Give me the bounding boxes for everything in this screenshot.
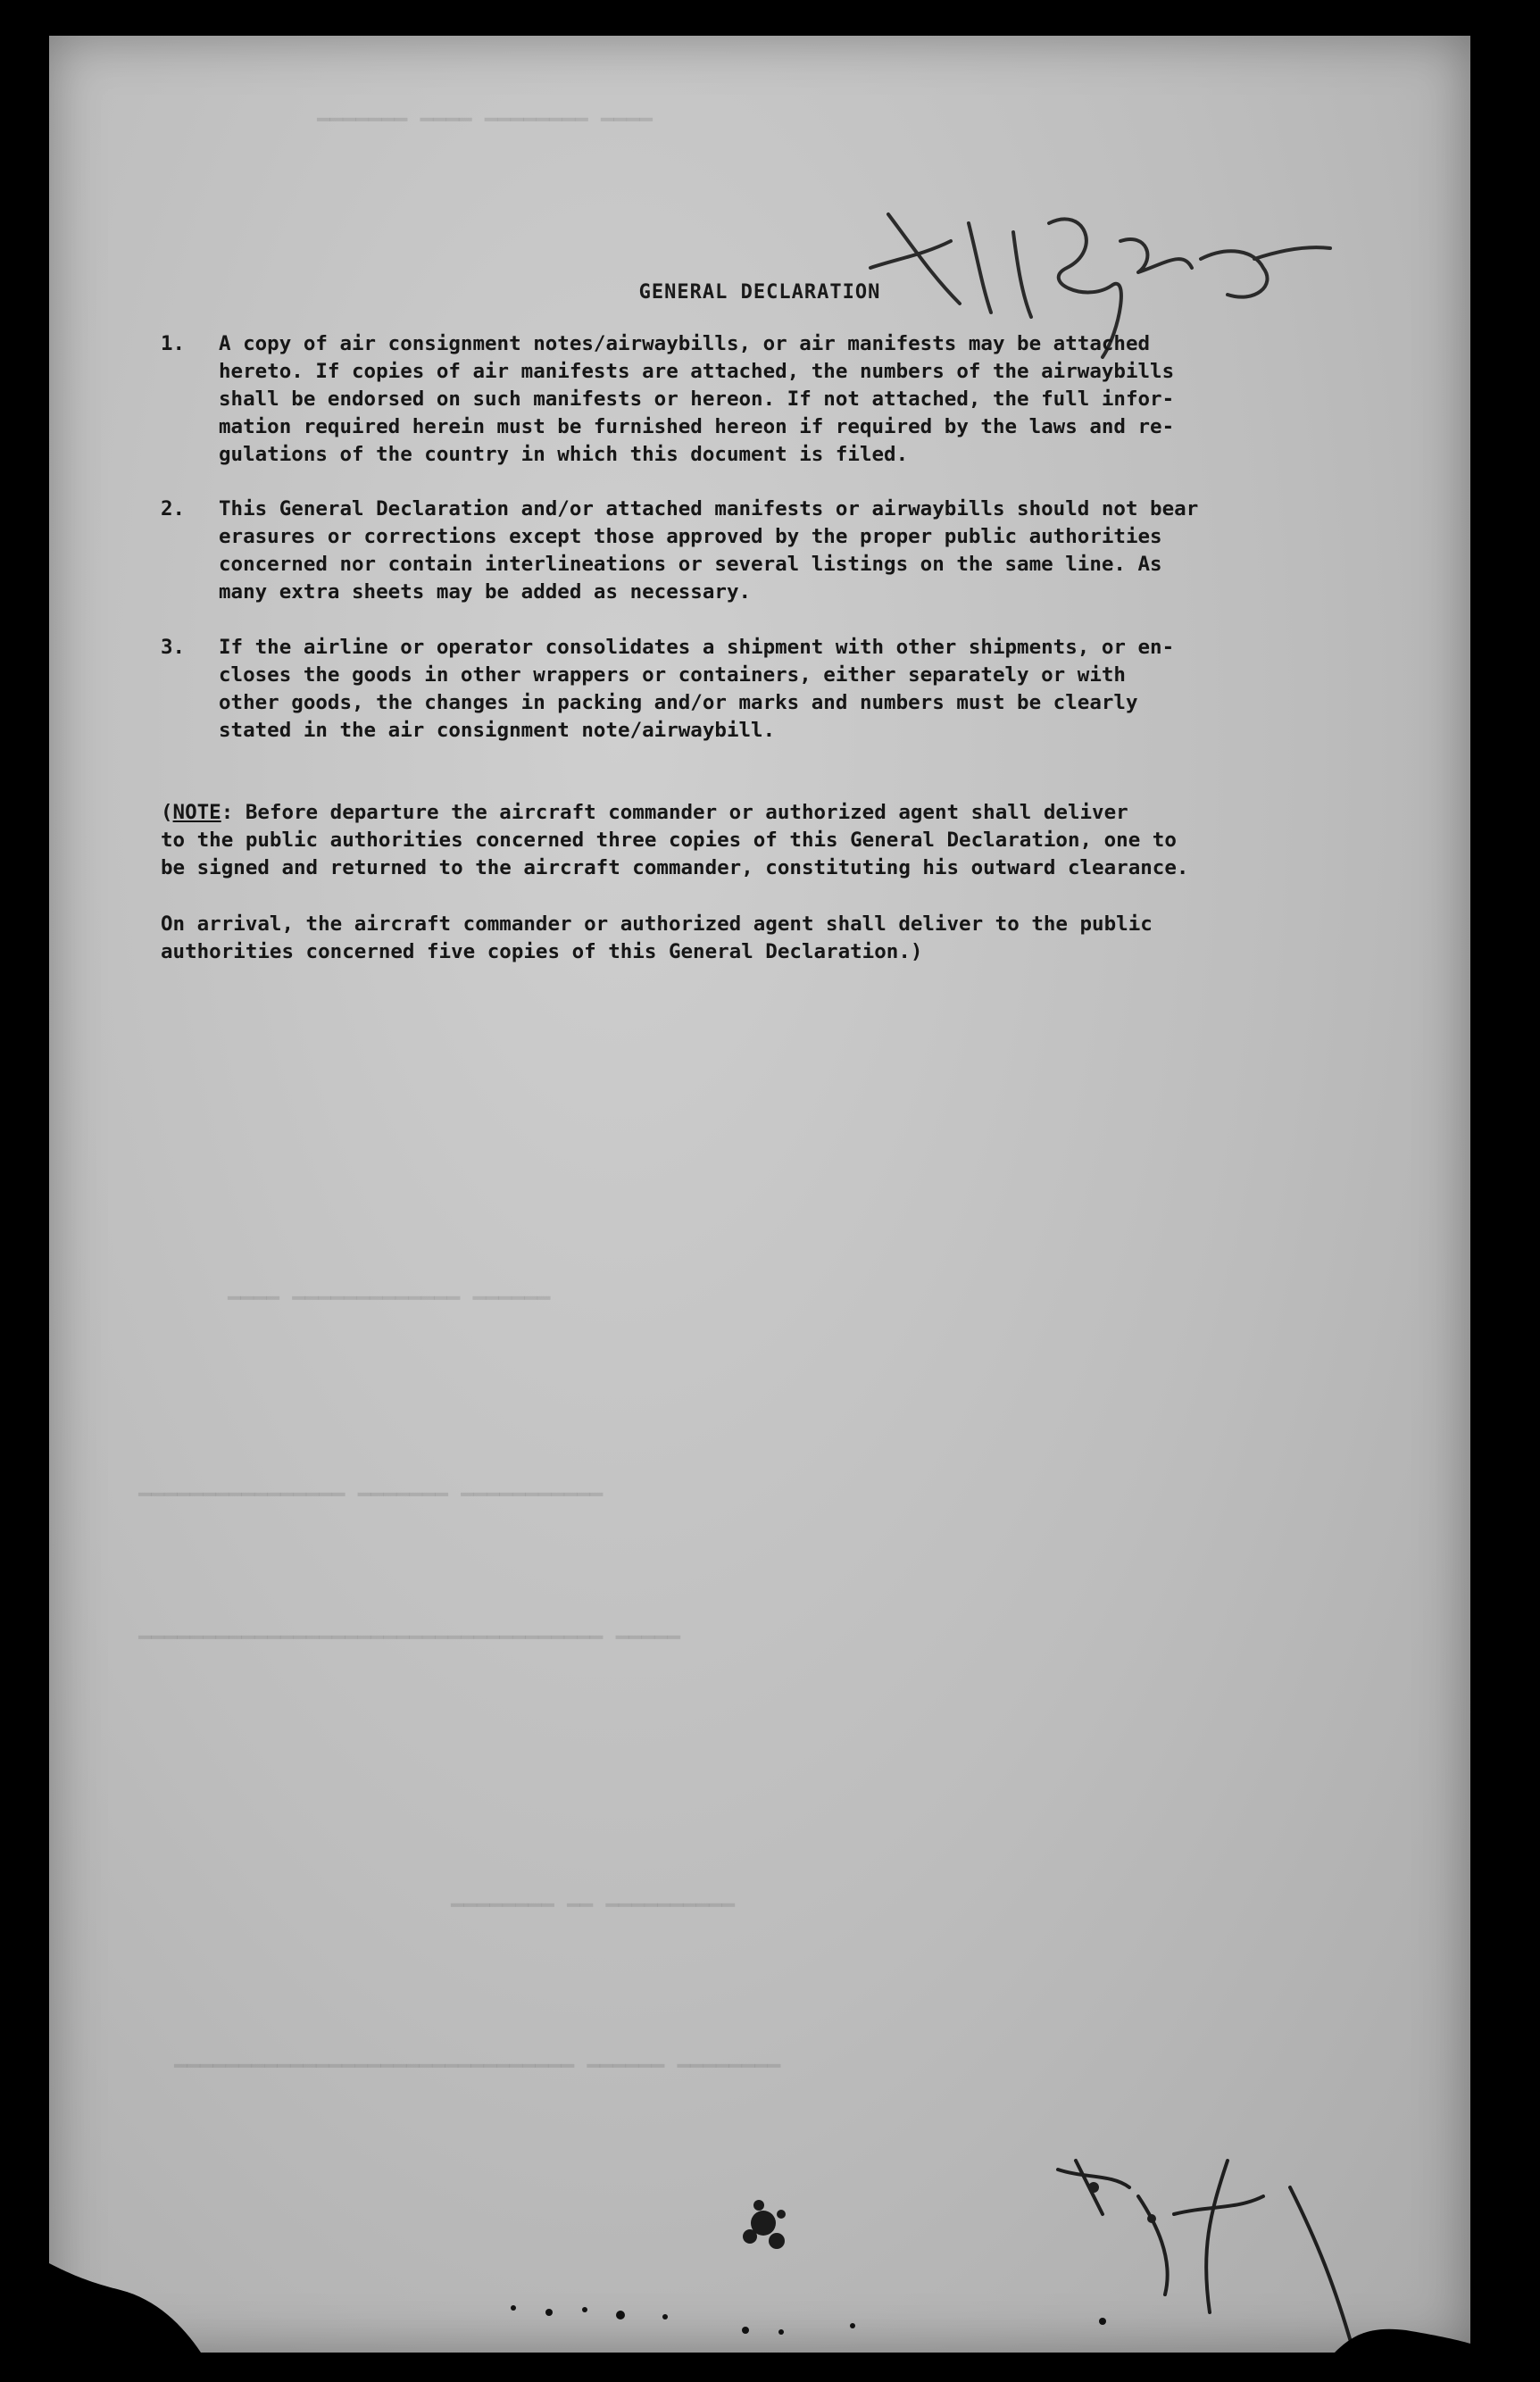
show-through-background: ━━━━━━ ━━━━━━━━━━━━━ ━━━━ (228, 1286, 551, 1311)
declaration-item-1 (161, 330, 1428, 469)
item-text: A copy of air consignment notes/airwaybills, or air manifests may be attached hereto. If copies of air manifests are attached, the numbers of the airwaybills shall be endorsed on such manifests or hereon. If not attached, the full infor- mation required herein must be furnished hereon if required by the laws and re- gulations of the country in which this document is filed. (219, 332, 1175, 466)
show-through-background: ━━━━━━━━━━ ━━ ━━━━━━━━ (451, 1893, 735, 1918)
note-open-paren: ( (161, 801, 173, 824)
show-through-background: ━━━━━ ━━━━━━━━━━━━━━━━━━━━━━━━━━━━━━━━━━━━ (138, 1625, 680, 1650)
torn-paper-edge (49, 2245, 1470, 2353)
note-text: : Before departure the aircraft commander or authorized agent shall deliver to the public authorities concerned three copies of this General Declaration, one to be signed and returned to the aircraft commander, constituting his outward clearance. (161, 801, 1189, 879)
show-through-background: ━━━━ ━━━━━━━━ ━━━━ ━━━━━━━ (317, 107, 653, 132)
item-number: 1. (161, 332, 186, 355)
item-text: This General Declaration and/or attached manifests or airwaybills should not bear erasures or corrections except those approved by the proper public authorities concerned nor contain interlineations or several listings on the same line. As many extra sheets may be added as necessary. (219, 497, 1199, 604)
item-number: 2. (161, 497, 186, 521)
document-page (49, 36, 1470, 2353)
departure-note (161, 799, 1419, 882)
item-text: If the airline or operator consolidates a shipment with other shipments, or en- closes the goods in other wrappers or containers, either separately or with other goods, the changes in packing and/or marks and numbers must be clearly stated in the air consignment note/airwaybill. (219, 636, 1175, 742)
document-title: GENERAL DECLARATION (638, 281, 881, 304)
note-label: NOTE (172, 801, 221, 824)
show-through-background: ━━━━━━━━ ━━━━━━ ━━━━━━━━━━━━━━━━━━━━━━━━━━━━━━━ (174, 2053, 781, 2078)
show-through-background: ━━━━━━━━━━━ ━━━━━━━ ━━━━━━━━━━━━━━━━ (138, 1482, 604, 1507)
item-number: 3. (161, 636, 186, 659)
declaration-item-3 (161, 634, 1428, 745)
arrival-note: On arrival, the aircraft commander or authorized agent shall deliver to the public authorities concerned five copies of this General Declaration.) (161, 912, 1153, 963)
declaration-item-2 (161, 496, 1428, 606)
